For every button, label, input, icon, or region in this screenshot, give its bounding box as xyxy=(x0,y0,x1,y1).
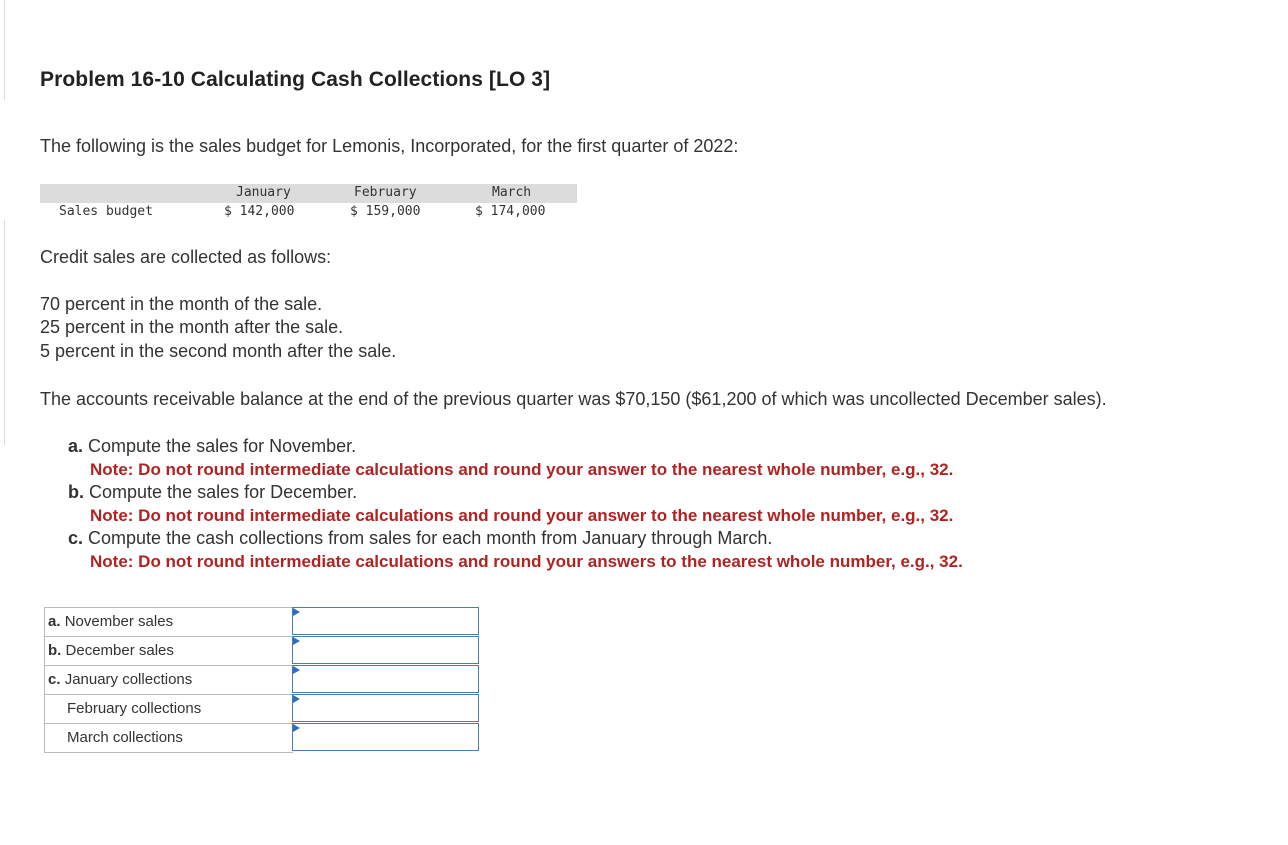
row-label: February collections xyxy=(67,700,202,717)
question-b xyxy=(68,481,357,504)
cell-marker-icon xyxy=(293,666,300,674)
december-sales-input[interactable] xyxy=(292,636,479,664)
cell-marker-icon xyxy=(293,695,300,703)
row-label-sales-budget: Sales budget xyxy=(59,204,153,219)
answer-label xyxy=(44,607,293,637)
cell-marker-icon xyxy=(293,724,300,732)
march-collections-input[interactable] xyxy=(292,723,479,751)
january-collections-input[interactable] xyxy=(292,665,479,693)
value-january: $ 142,000 xyxy=(224,204,295,219)
question-letter: a. xyxy=(68,436,84,456)
month-header-march: March xyxy=(492,185,532,200)
value-february: $ 159,000 xyxy=(350,204,421,219)
question-text: Compute the sales for November. xyxy=(88,436,357,456)
answer-cell xyxy=(292,607,479,635)
question-note: Note: Do not round intermediate calculations and round your answer to the nearest whole number, e.g., 32. xyxy=(90,460,954,479)
question-note: Note: Do not round intermediate calculations and round your answers to the nearest whole number, e.g., 32. xyxy=(90,552,963,571)
answer-label xyxy=(44,723,293,753)
row-letter: b. xyxy=(48,642,62,659)
month-header-february: February xyxy=(354,185,417,200)
question-note: Note: Do not round intermediate calculations and round your answer to the nearest whole number, e.g., 32. xyxy=(90,506,954,525)
value-march: $ 174,000 xyxy=(475,204,546,219)
row-letter: c. xyxy=(48,671,61,688)
answer-label xyxy=(44,694,293,724)
credit-intro: Credit sales are collected as follows: xyxy=(40,247,332,267)
collection-term-3: 5 percent in the second month after the sale. xyxy=(40,341,397,361)
row-label: January collections xyxy=(64,671,193,688)
left-edge-line xyxy=(0,220,5,445)
answer-label xyxy=(44,636,293,666)
february-collections-input[interactable] xyxy=(292,694,479,722)
answer-cell xyxy=(292,723,479,751)
row-label: December sales xyxy=(65,642,174,659)
cell-marker-icon xyxy=(293,608,300,616)
sales-budget-table xyxy=(40,184,577,222)
row-letter: a. xyxy=(48,613,61,630)
ar-balance-text: The accounts receivable balance at the end of the previous quarter was $70,150 ($61,200 of which was uncollected December sales). xyxy=(40,389,1107,409)
november-sales-input[interactable] xyxy=(292,607,479,635)
answer-cell xyxy=(292,665,479,693)
question-text: Compute the cash collections from sales for each month from January through March. xyxy=(88,528,773,548)
answer-label xyxy=(44,665,293,695)
question-letter: c. xyxy=(68,528,84,548)
intro-text: The following is the sales budget for Lemonis, Incorporated, for the first quarter of 2022: xyxy=(40,136,739,156)
month-header-january: January xyxy=(236,185,291,200)
collection-term-2: 25 percent in the month after the sale. xyxy=(40,317,344,337)
row-label: November sales xyxy=(64,613,174,630)
question-c xyxy=(68,527,772,550)
page-title: Problem 16-10 Calculating Cash Collections [LO 3] xyxy=(40,68,551,91)
question-text: Compute the sales for December. xyxy=(89,482,358,502)
answer-cell xyxy=(292,636,479,664)
left-edge-line xyxy=(0,0,5,100)
question-a xyxy=(68,435,356,458)
question-letter: b. xyxy=(68,482,84,502)
answer-cell xyxy=(292,694,479,722)
collection-term-1: 70 percent in the month of the sale. xyxy=(40,294,323,314)
cell-marker-icon xyxy=(293,637,300,645)
row-label: March collections xyxy=(67,729,183,746)
